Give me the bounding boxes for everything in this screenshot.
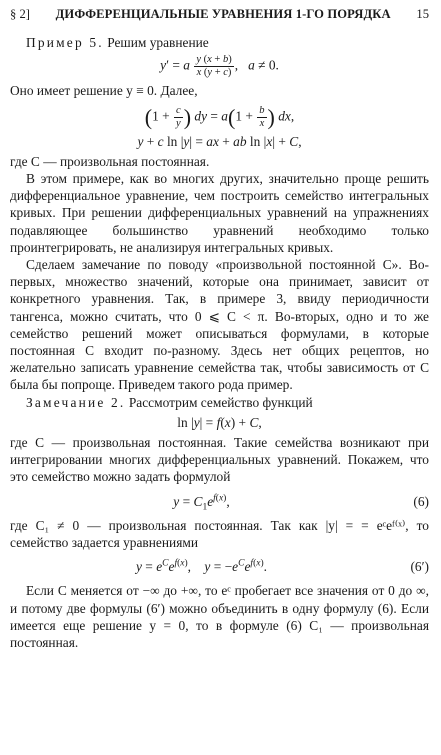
paragraph-range-of-c: Если C меняется от −∞ до +∞, то eᶜ пробегает все значения от 0 до ∞, и потому две формулы (6′) можно объединить в одну формулу (6). Если имеется еще решение y = 0, то в формуле (6) C₁ — произвольная постоянная. <box>10 583 429 651</box>
remark-2-heading <box>10 394 429 411</box>
remark-2-label: Замечание 2. <box>26 394 126 410</box>
where-constant-1: где C — произвольная постоянная. <box>10 153 210 169</box>
equation-6: $y = C_1e^{f(x)}$, (6) <box>173 493 429 513</box>
example-5-label: Пример 5. <box>26 35 104 51</box>
fraction-rhs: $\frac{y (x + b)}{x (y + c)}$ <box>196 54 232 79</box>
equation-separated: (1 + $\frac{c}{y}$ ) dy = a(1 + $\frac{b}{x}$ ) dx, <box>144 104 295 130</box>
equation-family: ln |y| = f(x) + C, <box>177 414 262 430</box>
equation-6-prime: $y = e^Ce^{f(x)}$, $y = -e^Ce^{f(x)}$. (6′) <box>136 558 429 575</box>
running-title: ДИФФЕРЕНЦИАЛЬНЫЕ УРАВНЕНИЯ 1-ГО ПОРЯДКА <box>55 7 391 21</box>
example-5-heading <box>10 34 429 51</box>
running-header <box>10 6 429 23</box>
paragraph-integral-curves: В этом примере, как во многих других, значительно проще решить дифференциальное уравнение, чем построить семейство интегральных кривых. При решении дифференциальных уравнений на упражнениях подавляющее большинство уравнений необходимо только проинтегрировать, не анализируя интегральных кривых. <box>10 171 429 255</box>
equation-integrated: y + c ln |y| = ax + ab ln |x| + C, <box>137 133 302 149</box>
page-number: 15 <box>416 7 429 21</box>
paragraph-family-description: где C — произвольная постоянная. Такие семейства возникают при интегрировании многих дифференциальных уравнений. Покажем, что это семейство можно задать формулой <box>10 435 429 485</box>
equation-ode: y′ = a $\frac{y (x + b)}{x (y + c)}$ , a ≠ 0. <box>160 54 279 79</box>
paragraph-c1-description: где C₁ ≠ 0 — произвольная постоянная. Так как |y| = = eᶜeᶠ⁽ˣ⁾, то семейство задается уравнениями <box>10 517 429 551</box>
paragraph-arbitrary-constant: Сделаем замечание по поводу «произвольной постоянной C». Во-первых, множество значений, которые она принимает, зависит от конкретного уравнения. Так, в примере 3, ввиду периодичности тангенса, можно считать, что 0 ⩽ C < π. Во-вторых, одно и то же семейство решений может описываться формулами, в которые постоянная C входит по-разному. Здесь нет общих рецептов, но желательно записать уравнение семейства так, чтобы зависимость от C была бы попроще. Приведем такого рода пример. <box>10 257 429 393</box>
section-marker: § 2] <box>10 7 30 21</box>
remark-2-text: Рассмотрим семейство функций <box>125 394 313 410</box>
equation-6-number: (6) <box>413 493 429 509</box>
equation-6-prime-number: (6′) <box>410 559 429 575</box>
example-5-text: Решим уравнение <box>103 35 209 51</box>
solution-sentence: Оно имеет решение y ≡ 0. Далее, <box>10 83 198 99</box>
